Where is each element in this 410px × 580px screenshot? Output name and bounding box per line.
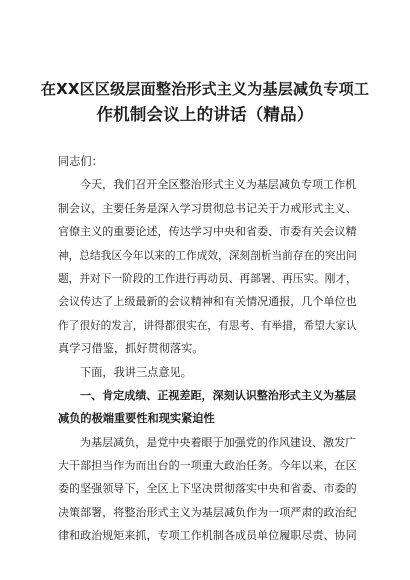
paragraph-line: 委的坚强领导下，全区上下坚决贯彻落实中央和省委、市委的 xyxy=(58,482,357,496)
paragraph-line: 下面，我讲三点意见。 xyxy=(80,365,192,379)
paragraph-line: 今天，我们召开全区整治形式主义为基层减负专项工作机 xyxy=(80,178,357,192)
document-body xyxy=(58,150,358,548)
paragraph-line: 制会议，主要任务是深入学习贯彻总书记关于力戒形式主义、 xyxy=(58,201,357,215)
paragraph-line: 神，总结我区今年以来的工作成效，深刻剖析当前存在的突出问 xyxy=(58,248,357,262)
paragraph-line: 官僚主义的重要论述，传达学习中央和省委、市委有关会议精 xyxy=(58,225,357,239)
paragraph-line: 作了很好的发言，讲得都很实在，有思考、有举措，希望大家认 xyxy=(58,318,357,332)
section-heading: 减负的极端重要性和现实紧迫性 xyxy=(58,412,215,426)
paragraph-line: 决策部署，将整治形式主义为基层减负作为一项严肃的政治纪 xyxy=(58,505,357,519)
paragraph-line: 会议传达了上级最新的会议精神和有关情况通报，几个单位也 xyxy=(58,295,357,309)
title-line: 作机制会议上的讲话（精品） xyxy=(96,105,314,124)
paragraph-line: 为基层减负，是党中央着眼于加强党的作风建设、激发广 xyxy=(80,435,357,449)
document-title xyxy=(40,76,370,128)
salutation: 同志们： xyxy=(58,155,103,168)
title-line: 在XX区区级层面整治形式主义为基层减负专项工 xyxy=(40,80,370,98)
section-heading: 一、肯定成绩、正视差距，深刻认识整治形式主义为基层 xyxy=(80,388,357,402)
paragraph-line: 律和政治规矩来抓，专项工作机制各成员单位履职尽责、协同 xyxy=(58,529,357,543)
paragraph-line: 大干部担当作为而出台的一项重大政治任务。今年以来，在区 xyxy=(58,459,357,473)
paragraph-line: 题，并对下一阶段的工作进行再动员、再部署、再压实。刚才， xyxy=(58,271,357,285)
paragraph-line: 真学习借鉴，抓好贯彻落实。 xyxy=(58,342,204,356)
